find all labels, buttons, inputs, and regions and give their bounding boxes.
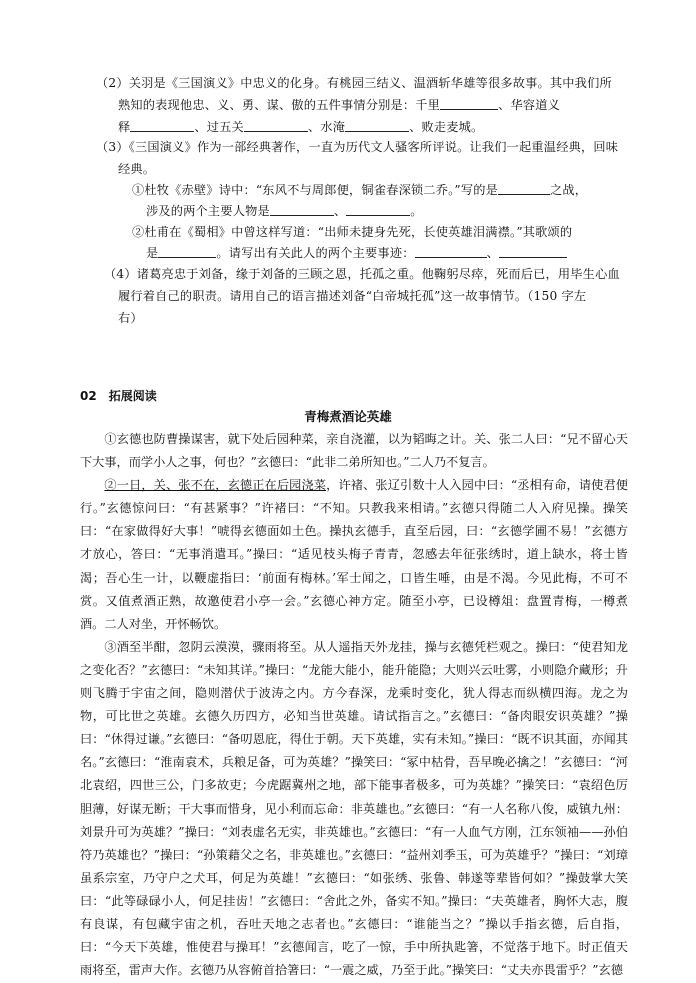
q3-s2-text-2a: 是 — [146, 246, 159, 260]
q3-text-2: 经典。 — [118, 162, 156, 176]
question-3-line-1 — [96, 137, 618, 158]
article-title: 青梅煮酒论英雄 — [304, 409, 392, 424]
question-4-line-2 — [118, 286, 586, 307]
article-paragraph-1: ①玄德也防曹操谋害，就下处后园种菜，亲自浇灌，以为韬晦之计。关、张二人曰：“兄不留心天下大事，而学小人之事，何也？”玄德曰：“此非二弟所知也。”二人乃不复言。 — [80, 432, 628, 470]
q2-text-2b: 、华容道义 — [498, 98, 561, 112]
section-label: 拓展阅读 — [108, 389, 157, 403]
q4-text-1: （4）诸葛亮忠于刘备，缘于刘备的三顾之恩，托孤之重。他鞠躬尽瘁，死而后已，用毕生心血 — [104, 267, 620, 281]
q2-text-2a: 熟知的表现他忠、义、勇、谋、傲的五件事情分别是：千里 — [118, 98, 441, 112]
answer-blank[interactable] — [244, 117, 308, 132]
answer-blank[interactable] — [499, 243, 567, 258]
article-body — [80, 428, 628, 982]
answer-blank[interactable] — [130, 117, 194, 132]
answer-blank[interactable] — [440, 95, 498, 110]
question-2-line-3 — [118, 117, 483, 138]
q2-text-3a: 释 — [118, 120, 131, 134]
q3-s1-text-2b: 、 — [333, 204, 347, 218]
q2-text-1: （2）关羽是《三国演义》中忠义的化身。有桃园三结义、温酒斩华雄等很多故事。其中我们所 — [96, 76, 612, 90]
q3-s1-text-1a: ①杜牧《赤壁》诗中：“东风不与周郎便，铜雀春深锁二乔。”写的是 — [132, 183, 498, 197]
question-2-line-1 — [96, 73, 612, 94]
article-paragraph-2 — [80, 474, 628, 636]
question-3-sub2-line-2 — [146, 243, 567, 264]
q2-text-3b: 、过五关 — [194, 120, 244, 134]
answer-blank[interactable] — [346, 201, 410, 216]
section-number: 02 — [80, 389, 97, 403]
question-2-line-2 — [118, 95, 560, 116]
question-3-sub2-line-1 — [132, 222, 572, 243]
answer-blank[interactable] — [345, 117, 409, 132]
q3-s1-text-1b: 之战， — [550, 183, 588, 197]
answer-blank[interactable] — [158, 243, 216, 258]
q3-s1-text-2a: 涉及的两个主要人物是 — [146, 204, 270, 218]
question-3-sub1-line-1 — [132, 180, 587, 201]
q4-text-3: 右） — [118, 311, 143, 325]
article-paragraph-3: ③酒至半酣，忽阴云漠漠，骤雨将至。从人遥指天外龙挂，操与玄德凭栏观之。操曰：“使君知龙之变化否？”玄德曰：“未知其详。”操曰：“龙能大能小，能升能隐；大则兴云吐雾，小则隐介藏形；升则飞腾于宇宙之间，隐则潜伏于波涛之内。方今春深，龙乘时变化，犹人得志而纵横四海。龙之为物，可比世之英雄。玄德久历四方，必知当世英雄。请试指言之。”玄德曰：“备肉眼安识英雄？”操曰：“休得过谦。”玄德曰：“备叨恩庇，得仕于朝。天下英雄，实有未知。”操曰：“既不识其面，亦闻其名。”玄德曰：“淮南袁术，兵粮足备，可为英雄？”操笑曰：“冢中枯骨，吾早晚必擒之！”玄德曰：“河北袁绍，四世三公，门多故吏；今虎踞冀州之地，部下能事者极多，可为英雄？”操笑曰：“袁绍色厉胆薄，好谋无断；干大事而惜身，见小利而忘命：非英雄也。”玄德曰：“有一人名称八俊，威镇九州：刘景升可为英雄？”操曰：“刘表虚名无实，非英雄也。”玄德曰：“有一人血气方刚，江东领袖——孙伯符乃英雄也？”操曰：“孙策藉父之名，非英雄也。”玄德曰：“益州刘季玉，可为英雄乎？”操曰：“刘璋虽系宗室，乃守户之犬耳，何足为英雄！”玄德曰：“如张绣、张鲁、韩遂等辈皆何如？”操鼓掌大笑曰：“此等碌碌小人，何足挂齿！”玄德曰：“舍此之外，备实不知。”操曰：“夫英雄者，胸怀大志，腹有良谋，有包藏宇宙之机，吞吐天地之志者也。”玄德曰：“谁能当之？”操以手指玄德，后自指，曰：“今天下英雄，惟使君与操耳！”玄德闻言，吃了一惊，手中所执匙箸，不觉落于地下。时正值天雨将至，雷声大作。玄德乃从容俯首拾箸曰：“一震之威，乃至于此。”操笑曰：“丈夫亦畏雷乎？”玄德 — [80, 639, 628, 978]
q3-s2-text-2c: 、 — [486, 246, 499, 260]
answer-blank[interactable] — [270, 201, 334, 216]
q3-s2-text-1: ②杜甫在《蜀相》中曾这样写道：“出师未捷身先死，长使英雄泪满襟。”其歌颂的 — [132, 225, 573, 239]
q2-text-3d: 、败走麦城。 — [409, 120, 484, 134]
q3-s1-text-2c: 。 — [410, 204, 423, 218]
paragraph-2-rest: ，许褚、张辽引数十人入园中曰：“丞相有命，请使君便行。”玄德惊问曰：“有甚紧事？”许褚曰：“不知。只教我来相请。”玄德只得随二人入府见操。操笑曰：“在家做得好大事！”唬得玄德面如土色。操执玄德手，直至后园，曰：“玄德学圃不易！”玄德方才放心，答曰：“无事消遣耳。”操曰：“适见枝头梅子青青，忽感去年征张绣时，道上缺水，将士皆渴；吾心生一计，以鞭虚指曰：‘前面有梅林。’军士闻之，口皆生唾，由是不渴。今见此梅，不可不赏。又值煮酒正熟，故邀使君小亭一会。”玄德心神方定。随至小亭，已设樽俎：盘置青梅，一樽煮酒。二人对坐，开怀畅饮。 — [80, 478, 628, 631]
question-4-line-1 — [104, 264, 620, 285]
q4-text-2: 履行着自己的职责。请用自己的语言描述刘备“白帝城托孤”这一故事情节。（150 字左 — [118, 289, 587, 303]
answer-blank[interactable] — [498, 180, 550, 195]
question-4-line-3 — [118, 308, 143, 329]
underlined-sentence: ②一日，关、张不在，玄德正在后园浇菜 — [104, 478, 327, 493]
q3-s2-text-2b: 。请写出有关此人的两个主要事迹： — [216, 246, 415, 260]
section-heading — [80, 386, 157, 406]
q2-text-3c: 、水淹 — [307, 120, 346, 134]
answer-blank[interactable] — [415, 243, 487, 258]
q3-text-1: （3）《三国演义》作为一部经典著作，一直为历代文人骚客所评说。让我们一起重温经典，回味 — [96, 140, 619, 154]
question-3-line-2 — [118, 159, 155, 180]
question-3-sub1-line-2 — [146, 201, 423, 222]
